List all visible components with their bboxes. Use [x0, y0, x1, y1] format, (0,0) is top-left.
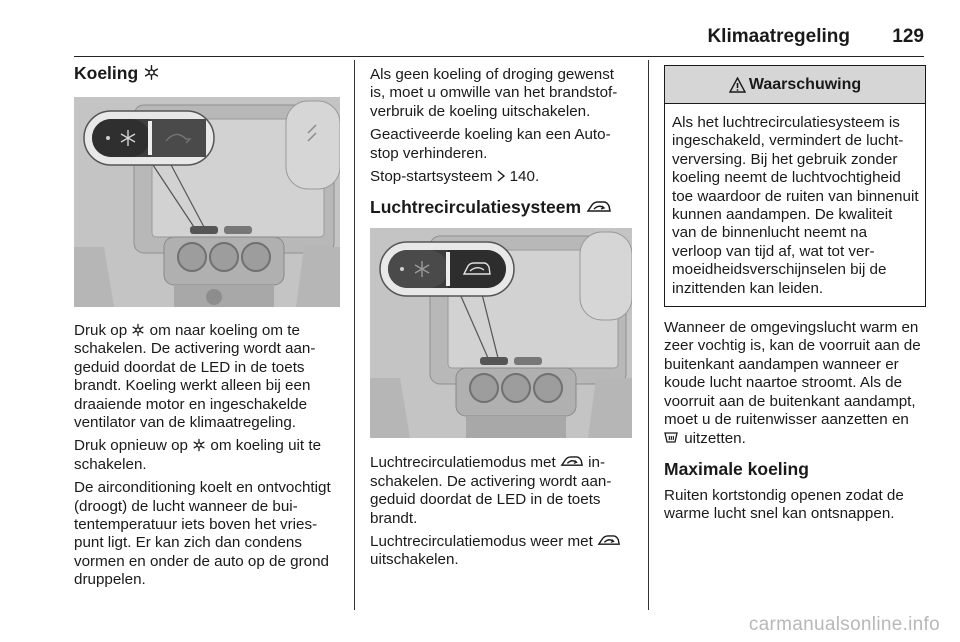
paragraph: Luchtrecirculatiemodus weer met uitschakelen. — [370, 533, 632, 570]
page-header — [574, 26, 924, 50]
recirculation-icon — [586, 200, 612, 214]
warning-body — [665, 104, 925, 306]
paragraph: Geactiveerde koeling kan een Autostop verhinderen. — [370, 126, 611, 162]
warning-box — [664, 65, 926, 307]
page-title: Klimaatregeling — [707, 26, 850, 47]
header-rule — [74, 56, 924, 57]
snowflake-icon — [131, 323, 145, 337]
snowflake-icon — [143, 64, 160, 81]
warning-triangle-icon — [729, 77, 746, 93]
cooling-button-illustration — [74, 97, 340, 307]
column-1 — [74, 60, 340, 612]
column-2 — [370, 60, 632, 612]
arrow-ref-icon — [497, 170, 506, 182]
recirculation-icon — [560, 455, 584, 468]
paragraph: Als geen koeling of droging gewenst is, moet u omwille van het brandstofverbruik de koeling uitschakelen. — [370, 66, 618, 120]
recirculation-icon — [597, 534, 621, 547]
warning-title: Waarschuwing — [748, 75, 862, 93]
watermark: carmanualsonline.info — [748, 614, 940, 635]
page-reference[interactable]: 140. — [509, 168, 540, 186]
page-number: 129 — [892, 26, 924, 47]
paragraph: Ruiten kortstondig openen zodat de warme lucht snel kan ontsnappen. — [664, 486, 904, 523]
recirculation-button-illustration — [370, 228, 632, 438]
paragraph: De airconditioning koelt en ontvochtigt (droogt) de lucht wanneer de buitentemperatuur iets boven het vriespunt ligt. Er kan zich dan condens vormen en onder de auto op de grond druppelen. — [74, 479, 331, 589]
paragraph: Druk op om naar koeling om te schakelen. De activering wordt aangeduid doordat de LED in de toets brandt. Koeling werkt alleen bij een draaiende motor en ingeschakelde ventilator van de klimaatregeling. — [74, 322, 316, 432]
paragraph: Stop-startsysteem 140. — [370, 168, 540, 186]
section-heading-recirculation: Luchtrecirculatiesysteem — [370, 196, 632, 218]
warning-header — [665, 66, 925, 104]
warning-text: Als het luchtrecirculatiesysteem is ingeschakeld, vermindert de luchtverversing. Bij het gebruik zonder koeling neemt de luchtvochtigheid toe waardoor de ruiten van binnenuit kunnen aandampen. De kwaliteit van de binnenlucht neemt na verloop van tijd af, wat tot vermoeidheidsverschijnselen bij de inzittenden kan leiden. — [672, 114, 919, 297]
snowflake-icon — [192, 438, 206, 452]
column-divider — [354, 60, 355, 610]
paragraph: Luchtrecirculatiemodus met inschakelen. De activering wordt aangeduid doordat de LED in de toets brandt. — [370, 454, 612, 527]
paragraph: Wanneer de omgevingslucht warm en zeer vochtig is, kan de voorruit aan de buitenkant aandampen wanneer er koude lucht naartoe stroomt. Als de voorruit aan de buitenkant aandampt, moet u de ruitenwisser aanzetten en uitzetten. — [664, 319, 921, 447]
section-heading-cooling: Koeling — [74, 62, 340, 84]
column-3 — [664, 60, 926, 612]
section-heading-max-cooling: Maximale koeling — [664, 458, 809, 479]
windscreen-demist-icon — [664, 431, 678, 445]
column-divider — [648, 60, 649, 610]
paragraph: Druk opnieuw op om koeling uit te schakelen. — [74, 437, 322, 473]
